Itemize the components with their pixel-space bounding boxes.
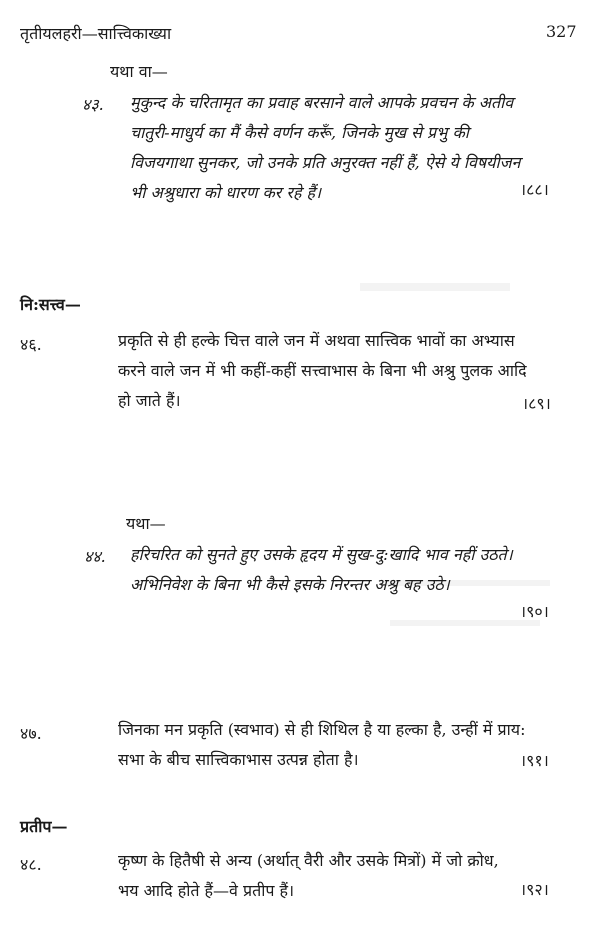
paragraph-line: प्रकृति से ही हल्के चित्त वाले जन में अथवा सात्त्विक भावों का अभ्यास [118,331,515,350]
verse-number: ४३. [82,95,104,114]
verse-line: मुकुन्द के चरितामृत का प्रवाह बरसाने वाले आपके प्रवचन के अतीव [130,93,514,112]
verse-text [130,88,520,208]
paragraph-text [118,326,527,416]
paragraph-line: सभा के बीच सात्त्विकाभास उत्पन्न होता है। [118,750,359,769]
paragraph-line: करने वाले जन में भी कहीं-कहीं सत्त्वाभास के बिना भी अश्रु पुलक आदि [118,361,527,380]
paragraph-line: जिनका मन प्रकृति (स्वभाव) से ही शिथिल है या हल्का है, उन्हीं में प्राय: [118,720,526,739]
verse-line: हरिचरित को सुनते हुए उसके हृदय में सुख-दु:खादि भाव नहीं उठते। [130,545,513,564]
verse-line: भी अश्रुधारा को धारण कर रहे हैं। [130,183,322,202]
paragraph-number: ४६. [20,335,42,354]
verse-mark: ।९२। [520,880,549,899]
running-header-title: तृतीयलहरी—सात्त्विकाख्या [20,24,172,43]
paragraph-number: ४७. [20,724,42,743]
bleed-through-mark [390,620,540,626]
section-heading: प्रतीप— [20,817,68,836]
verse-mark: ।९१। [520,751,549,770]
paragraph-line: हो जाते हैं। [118,391,181,410]
paragraph-text [118,715,525,775]
page-number: 327 [546,22,577,41]
example-intro: यथा— [126,514,166,533]
paragraph-number: ४८. [20,855,42,874]
paragraph-line: भय आदि होते हैं—वे प्रतीप हैं। [118,881,295,900]
verse-mark: ।९०। [520,602,549,621]
verse-mark: ।८८। [520,180,549,199]
verse-line: अभिनिवेश के बिना भी कैसे इसके निरन्तर अश्रु बह उठे। [130,575,450,594]
paragraph-text [118,846,499,906]
verse-line: विजयगाथा सुनकर, जो उनके प्रति अनुरक्त नहीं हैं, ऐसे ये विषयीजन [130,153,521,172]
paragraph-line: कृष्ण के हितैषी से अन्य (अर्थात् वैरी और उसके मित्रों) में जो क्रोध, [118,851,499,870]
verse-line: चातुरी-माधुर्य का मैं कैसे वर्णन करूँ, जिनके मुख से प्रभु की [130,123,469,142]
verse-mark: ।८९। [522,394,551,413]
verse-number: ४४. [84,547,106,566]
bleed-through-mark [360,283,510,291]
example-intro: यथा वा— [110,62,168,81]
section-heading: नि:सत्त्व— [20,295,81,314]
verse-text [130,540,513,600]
